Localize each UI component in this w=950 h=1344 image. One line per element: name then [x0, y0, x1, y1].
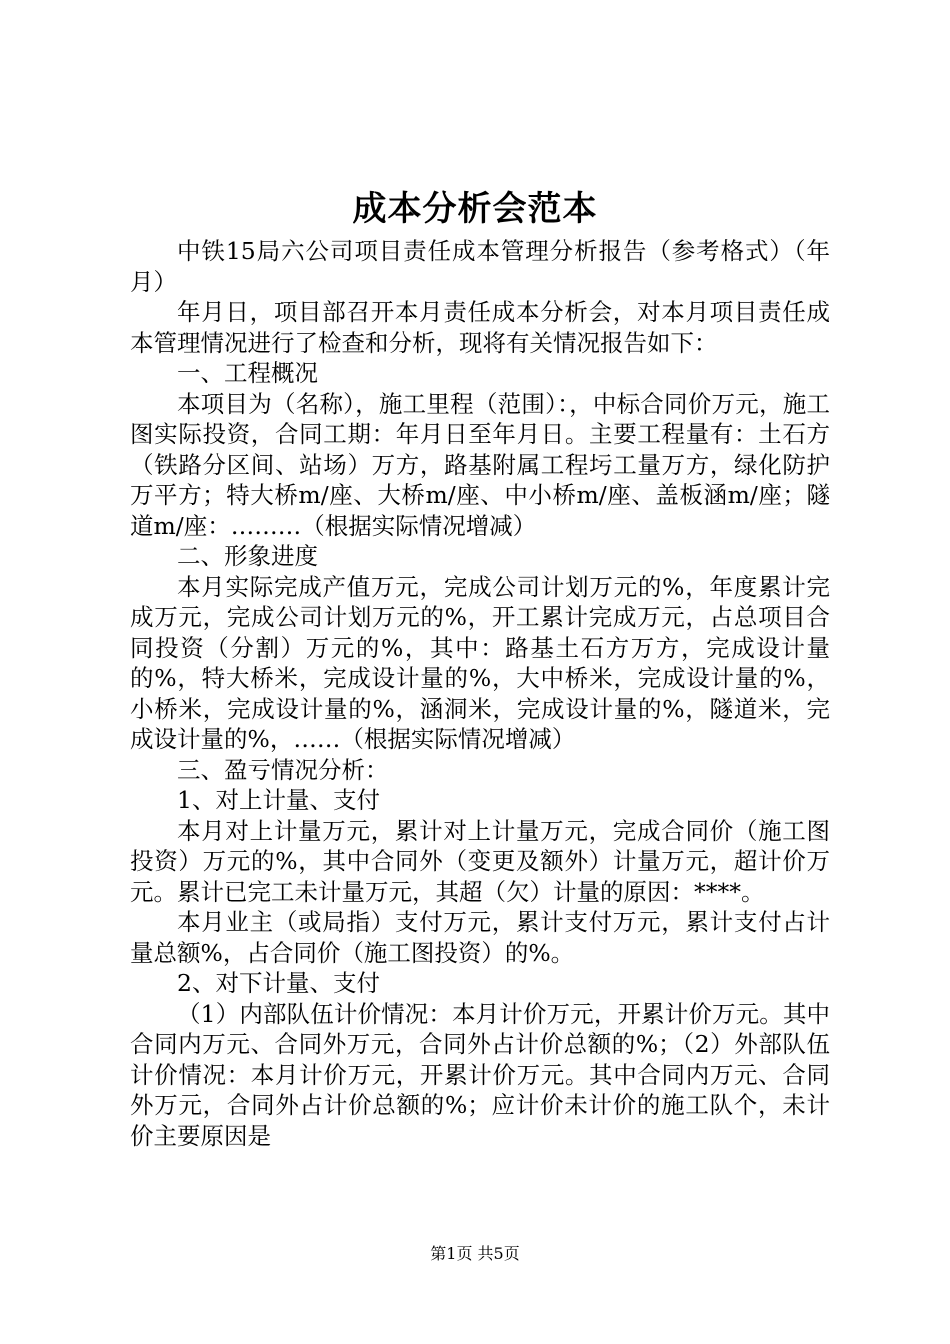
paragraph-owner-payment: 本月业主（或局指）支付万元，累计支付万元，累计支付占计量总额%，占合同价（施工图投资）的%。: [130, 908, 830, 967]
document-body: [130, 236, 830, 1151]
section-heading-overview: 一、工程概况: [177, 359, 318, 387]
paragraph-progress: 本月实际完成产值万元，完成公司计划万元的%，年度累计完成万元，完成公司计划万元的%，开工累计完成万元，占总项目合同投资（分割）万元的%，其中：路基土石方万方，完成设计量的%，特大桥米，完成设计量的%，大中桥米，完成设计量的%，小桥米，完成设计量的%，涵洞米，完成设计量的%，隧道米，完成设计量的%，……（根据实际情况增减）: [130, 572, 830, 753]
page-footer: 第1页 共5页: [430, 1244, 520, 1263]
subheading-upstream-measurement: 1、对上计量、支付: [177, 786, 380, 814]
document-title: 成本分析会范本: [352, 189, 598, 229]
section-heading-progress: 二、形象进度: [177, 542, 318, 570]
paragraph-report-heading: 中铁15局六公司项目责任成本管理分析报告（参考格式）（年月）: [130, 237, 830, 296]
section-heading-profit-loss: 三、盈亏情况分析：: [177, 755, 389, 784]
paragraph-downstream-measurement: （1）内部队伍计价情况：本月计价万元，开累计价万元。其中合同内万元、合同外万元，合同外占计价总额的%；（2）外部队伍计价情况：本月计价万元，开累计价万元。其中合同内万元、合同外万元，合同外占计价总额的%；应计价未计价的施工队个，未计价主要原因是: [130, 999, 830, 1150]
paragraph-upstream-measurement: 本月对上计量万元，累计对上计量万元，完成合同价（施工图投资）万元的%，其中合同外（变更及额外）计量万元，超计价万元。累计已完工未计量万元，其超（欠）计量的原因：****。: [130, 816, 830, 906]
paragraph-intro: 年月日，项目部召开本月责任成本分析会，对本月项目责任成本管理情况进行了检查和分析，现将有关情况报告如下：: [130, 298, 830, 357]
subheading-downstream-measurement: 2、对下计量、支付: [177, 969, 380, 997]
paragraph-overview: 本项目为（名称），施工里程（范围）：，中标合同价万元，施工图实际投资，合同工期：年月日至年月日。主要工程量有：土石方（铁路分区间、站场）万方，路基附属工程圬工量万方，绿化防护万平方；特大桥m/座、大桥m/座、中小桥m/座、盖板涵m/座；隧道m/座：………（根据实际情况增减）: [130, 389, 830, 540]
